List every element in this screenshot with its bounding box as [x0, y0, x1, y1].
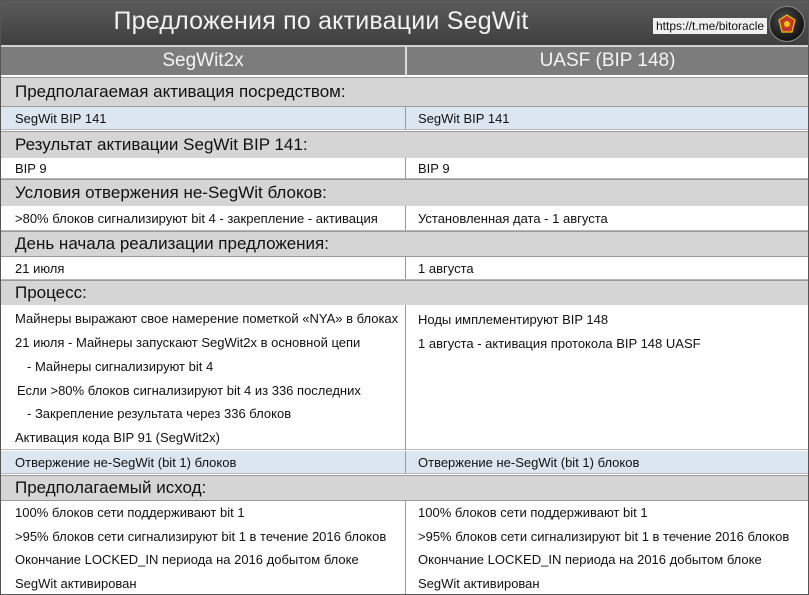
cell-process-segwit2x [1, 305, 406, 450]
process-step: 21 июля - Майнеры запускают SegWit2x в основной цепи [15, 335, 361, 350]
section-heading-activation-result [1, 131, 808, 159]
outcome-line: Окончание LOCKED_IN периода на 2016 добытом блоке [15, 552, 359, 567]
column-header-uasf: UASF (BIP 148) [539, 50, 676, 71]
cell-start-date-segwit2x [1, 257, 406, 280]
section-heading-text: Результат активации SegWit BIP 141: [15, 135, 308, 154]
section-heading-start-date [1, 231, 808, 257]
section-heading-text: День начала реализации предложения: [15, 234, 329, 253]
cell-activation-segwit2x [1, 107, 406, 130]
cell-text: 21 июля [15, 261, 65, 276]
column-header-segwit2x: SegWit2x [1, 47, 407, 75]
outcome-line: >95% блоков сети сигнализируют bit 1 в течение 2016 блоков [15, 529, 387, 544]
section-heading-text: Процесс: [15, 283, 87, 302]
column-header-row [1, 47, 808, 75]
section-heading-text: Предполагаемая активация посредством: [15, 82, 346, 101]
outcome-line: 100% блоков сети поддерживают bit 1 [418, 505, 648, 520]
outcome-line: Окончание LOCKED_IN периода на 2016 добытом блоке [418, 552, 762, 567]
outcome-line: SegWit активирован [418, 576, 540, 591]
cell-text: >80% блоков сигнализируют bit 4 - закрепление - активация [15, 211, 378, 226]
section-heading-text: Условия отвержения не-SegWit блоков: [15, 183, 327, 202]
cell-text: Установленная дата - 1 августа [418, 211, 608, 226]
outcome-line: SegWit активирован [15, 576, 137, 591]
cell-text: SegWit BIP 141 [15, 111, 107, 126]
cell-text: Отвержение не-SegWit (bit 1) блоков [15, 455, 237, 470]
process-step: - Майнеры сигнализируют bit 4 [27, 359, 214, 374]
process-step: Активация кода BIP 91 (SegWit2x) [15, 430, 220, 445]
cell-text: 1 августа [418, 261, 474, 276]
cell-outcome-segwit2x [1, 501, 406, 594]
cell-text: BIP 9 [418, 161, 450, 176]
process-step: 1 августа - активация протокола BIP 148 UASF [418, 336, 701, 351]
cell-rejection-uasf [406, 206, 808, 231]
cell-result-segwit2x [1, 158, 406, 179]
process-step: Если >80% блоков сигнализируют bit 4 из 336 последних [17, 383, 361, 398]
cell-process-footer-segwit2x [1, 451, 406, 474]
cell-result-uasf [406, 158, 808, 179]
bitoracle-logo-icon [769, 6, 805, 42]
process-step: - Закрепление результата через 336 блоков [27, 406, 292, 421]
cell-text: SegWit BIP 141 [418, 111, 510, 126]
outcome-line: >95% блоков сети сигнализируют bit 1 в течение 2016 блоков [418, 529, 790, 544]
cell-outcome-uasf [406, 501, 808, 594]
cell-rejection-segwit2x [1, 206, 406, 231]
cell-activation-uasf [406, 107, 808, 130]
section-heading-outcome [1, 475, 808, 501]
section-heading-text: Предполагаемый исход: [15, 478, 207, 497]
cell-text: Отвержение не-SegWit (bit 1) блоков [418, 455, 640, 470]
cell-process-footer-uasf [406, 451, 808, 474]
outcome-line: 100% блоков сети поддерживают bit 1 [15, 505, 245, 520]
cell-process-uasf [406, 305, 808, 450]
page-title: Предложения по активации SegWit [113, 7, 529, 35]
process-step: Майнеры выражают свое намерение пометкой «NYA» в блоках [15, 311, 399, 326]
cell-text: BIP 9 [15, 161, 47, 176]
title-bar [1, 1, 808, 47]
telegram-link[interactable]: https://t.me/bitoracle [653, 18, 767, 34]
process-step: Ноды имплементируют BIP 148 [418, 312, 609, 327]
section-heading-rejection-conditions [1, 179, 808, 207]
section-heading-process [1, 280, 808, 306]
cell-start-date-uasf [406, 257, 808, 280]
section-heading-activation-method [1, 77, 808, 107]
